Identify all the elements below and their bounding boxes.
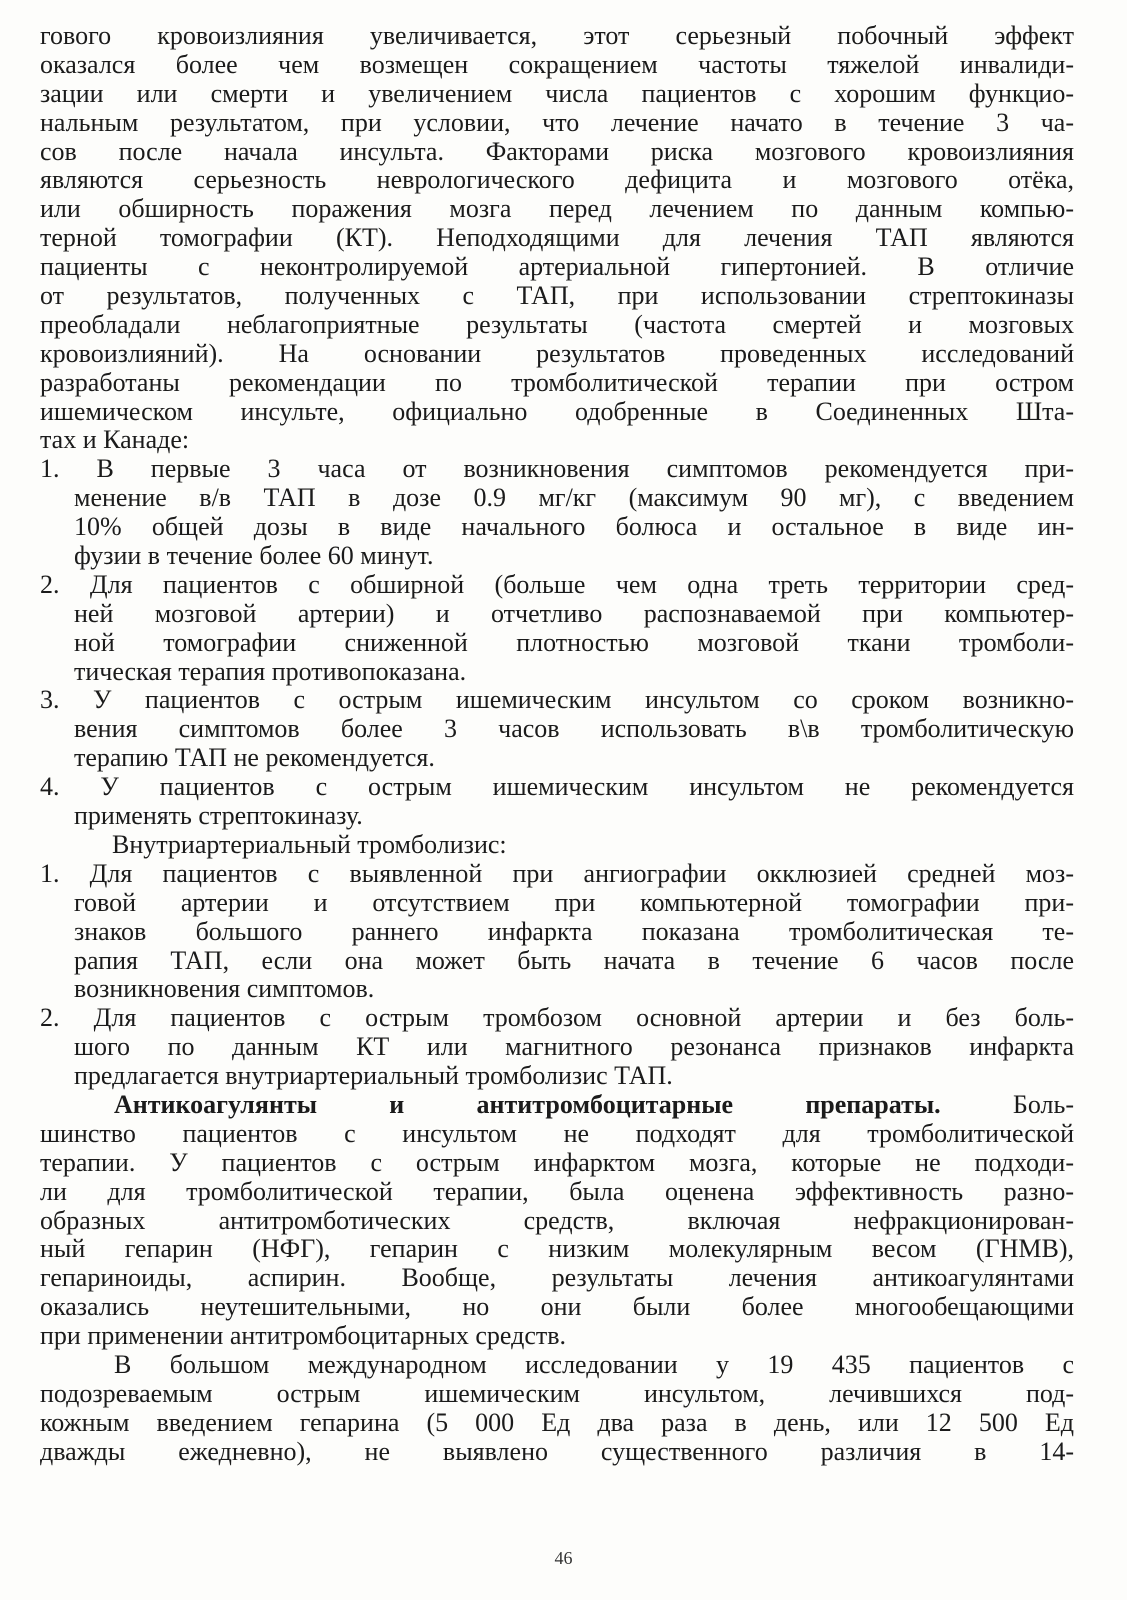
- text-line: 2. Для пациентов с острым тромбозом основной артерии и без боль-: [40, 1004, 1074, 1033]
- text-line: гового кровоизлияния увеличивается, этот серьезный побочный эффект: [40, 22, 1074, 50]
- text-line: от результатов, полученных с ТАП, при использовании стрептокиназы: [40, 282, 1074, 311]
- text-line: рапия ТАП, если она может быть начата в течение 6 часов после: [74, 946, 1074, 975]
- text-line: являются серьезность неврологического дефицита и мозгового отёка,: [40, 166, 1074, 195]
- text-line: образных антитромботических средств, включая нефракционирован-: [40, 1206, 1074, 1235]
- text-line: предлагается внутриартериальный тромболизис ТАП.: [74, 1062, 673, 1091]
- text-line: 4. У пациентов с острым ишемическим инсультом не рекомендуется: [40, 773, 1074, 802]
- bold-heading: Антикоагулянты и антитромбоцитарные препараты.: [114, 1090, 941, 1119]
- text-line: кожным введением гепарина (5 000 Ед два раза в день, или 12 500 Ед: [40, 1408, 1074, 1437]
- text-line: знаков большого раннего инфаркта показана тромболитическая те-: [74, 917, 1074, 946]
- text-line: терапии. У пациентов с острым инфарктом мозга, которые не подходи-: [40, 1148, 1074, 1177]
- text-line: 2. Для пациентов с обширной (больше чем одна треть территории сред-: [40, 570, 1074, 599]
- text-line: ли для тромболитической терапии, была оценена эффективность разно-: [40, 1177, 1074, 1206]
- text-line: 3. У пациентов с острым ишемическим инсультом со сроком возникно-: [40, 686, 1074, 715]
- text-line: менение в/в ТАП в дозе 0.9 мг/кг (максимум 90 мг), с введением: [74, 484, 1074, 513]
- text-line: 10% общей дозы в виде начального болюса и остальное в виде ин-: [74, 513, 1074, 542]
- page-number: 46: [554, 1548, 573, 1568]
- text-line: Внутриартериальный тромболизис:: [112, 830, 507, 859]
- text-line: тическая терапия противопоказана.: [74, 657, 467, 686]
- text-line: тах и Канаде:: [40, 426, 190, 455]
- text-line: ный гепарин (НФГ), гепарин с низким молекулярным весом (ГНМВ),: [40, 1235, 1074, 1264]
- text-line: разработаны рекомендации по тромболитической терапии при остром: [40, 368, 1074, 397]
- text-line: нальным результатом, при условии, что лечение начато в течение 3 ча-: [40, 108, 1074, 137]
- text-line: или обширность поражения мозга перед лечением по данным компью-: [40, 195, 1074, 224]
- text-line: [40, 1091, 1074, 1120]
- text-line: при применении антитромбоцитарных средств.: [40, 1322, 567, 1351]
- text-line: сов после начала инсульта. Факторами риска мозгового кровоизлияния: [40, 137, 1074, 166]
- text-line: 1. Для пациентов с выявленной при ангиографии окклюзией средней моз-: [40, 859, 1074, 888]
- text-line: фузии в течение более 60 минут.: [74, 542, 434, 571]
- text-line: зации или смерти и увеличением числа пациентов с хорошим функцио-: [40, 79, 1074, 108]
- text-line: оказался более чем возмещен сокращением частоты тяжелой инвалиди-: [40, 50, 1074, 79]
- text-line: применять стрептокиназу.: [74, 802, 363, 831]
- text-line: терапию ТАП не рекомендуется.: [74, 744, 435, 773]
- text-line: шого по данным КТ или магнитного резонанса признаков инфаркта: [74, 1033, 1074, 1062]
- text-line: дважды ежедневно), не выявлено существенного различия в 14-: [40, 1437, 1074, 1466]
- text-line: ней мозговой артерии) и отчетливо распознаваемой при компьютер-: [74, 599, 1074, 628]
- text-line: кровоизлияний). На основании результатов проведенных исследований: [40, 339, 1074, 368]
- text-line: ишемическом инсульте, официально одобренные в Соединенных Шта-: [40, 397, 1074, 426]
- text-line: говой артерии и отсутствием при компьютерной томографии при-: [74, 888, 1074, 917]
- text-line: возникновения симптомов.: [74, 975, 375, 1004]
- text-line: вения симптомов более 3 часов использовать в\в тромболитическую: [74, 715, 1074, 744]
- text-line: В большом международном исследовании у 19 435 пациентов с: [114, 1350, 1074, 1379]
- text-line: гепариноиды, аспирин. Вообще, результаты лечения антикоагулянтами: [40, 1264, 1074, 1293]
- body-text: [40, 22, 1074, 1467]
- text-line-rest: Боль-: [940, 1090, 1074, 1119]
- text-line: оказались неутешительными, но они были более многообещающими: [40, 1293, 1074, 1322]
- text-line: преобладали неблагоприятные результаты (частота смертей и мозговых: [40, 310, 1074, 339]
- text-line: шинство пациентов с инсультом не подходят для тромболитической: [40, 1119, 1074, 1148]
- text-line: 1. В первые 3 часа от возникновения симптомов рекомендуется при-: [40, 455, 1074, 484]
- text-line: терной томографии (КТ). Неподходящими для лечения ТАП являются: [40, 224, 1074, 253]
- text-line: подозреваемым острым ишемическим инсультом, лечившихся под-: [40, 1379, 1074, 1408]
- text-line: ной томографии сниженной плотностью мозговой ткани тромболи-: [74, 628, 1074, 657]
- text-line: пациенты с неконтролируемой артериальной гипертонией. В отличие: [40, 253, 1074, 282]
